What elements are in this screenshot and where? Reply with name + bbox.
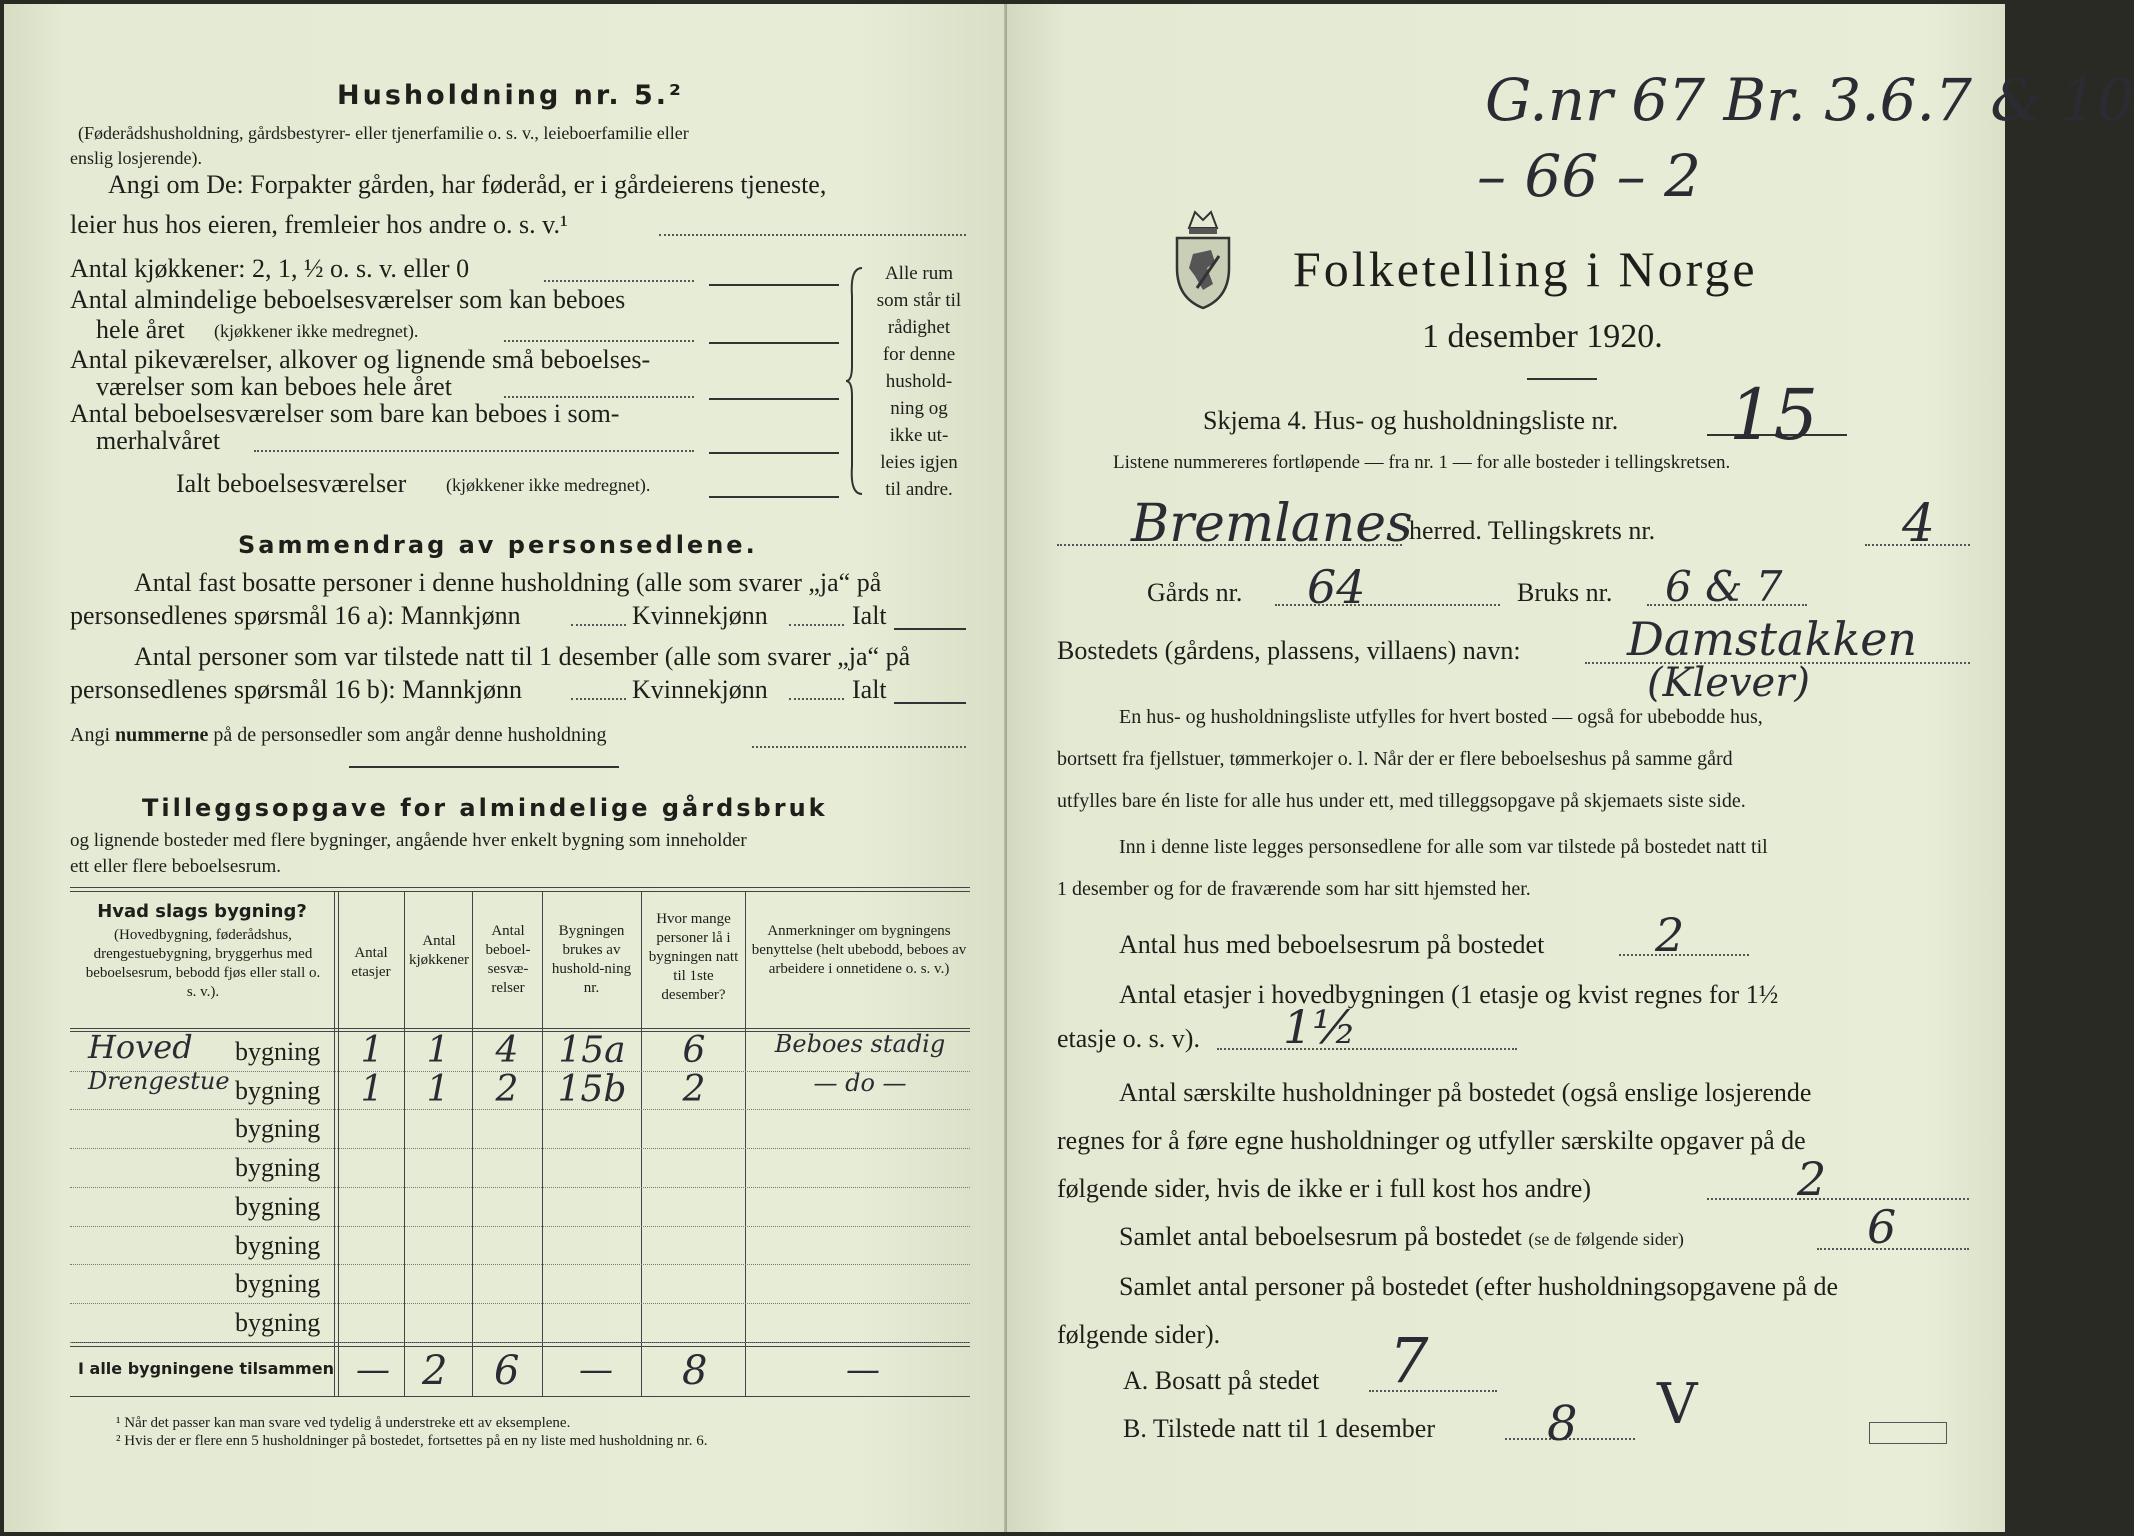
q-etasjer-line <box>1217 1048 1517 1050</box>
numbers-line <box>70 724 607 746</box>
col-head-rooms: Antal beboel-sesvæ-relser <box>485 923 531 996</box>
cell-personer[interactable]: 6 <box>682 1030 706 1071</box>
resident-male-field[interactable] <box>571 624 626 626</box>
building-row-label: bygning <box>235 1191 321 1221</box>
numbers-bold: nummerne <box>115 724 209 746</box>
total-rooms[interactable]: 6 <box>494 1348 520 1394</box>
summary-title: Sammendrag av personsedlene. <box>238 531 758 559</box>
krets-nr[interactable]: 4 <box>1902 494 1936 554</box>
instruction-3: utfylles bare én liste for alle hus under ett, med tilleggsopgave på skjemaets siste side. <box>1057 790 1746 812</box>
cell-husholdning[interactable]: 15a <box>558 1030 626 1071</box>
building-row-label: bygning <box>235 1114 321 1144</box>
total-kitchens[interactable]: 2 <box>422 1348 448 1394</box>
cell-husholdning[interactable]: 15b <box>557 1068 627 1110</box>
q-b-value[interactable]: 8 <box>1547 1396 1578 1452</box>
q-etasjer-label-2: etasje o. s. v). <box>1057 1024 1200 1053</box>
q-hush-label-3: følgende sider, hvis de ikke er i full kost hos andre) <box>1057 1174 1591 1203</box>
table-col-line <box>542 891 543 1396</box>
cell-vaerelser[interactable]: 2 <box>495 1068 519 1110</box>
q-b-label: B. Tilstede natt til 1 desember <box>1123 1414 1435 1443</box>
side-note-line: som står til <box>876 290 962 311</box>
supplement-title: Tilleggsopgave for almindelige gårdsbruk <box>142 794 828 822</box>
right-page <box>1007 4 2134 1532</box>
col-head-building: Hvad slags bygning? <box>97 901 307 922</box>
q-etasjer-label-1: Antal etasjer i hovedbygningen (1 etasje og kvist regnes for 1½ <box>1119 980 1779 1009</box>
archive-annotation-1: G.nr 67 Br. 3.6.7 & 10 <box>1485 66 2134 134</box>
building-row-label: bygning <box>235 1230 321 1260</box>
dots-kitchens <box>544 280 694 282</box>
total-rooms-note: (kjøkkener ikke medregnet). <box>446 475 651 495</box>
col-head-kitchens: Antal kjøkkener <box>409 933 469 968</box>
person-numbers-field[interactable] <box>752 746 966 748</box>
table-border <box>70 1028 970 1029</box>
numbers-angi: Angi <box>70 724 110 746</box>
intro-line-3: Angi om De: Forpakter gården, har føderåd, er i gårdeierens tjeneste, <box>108 170 827 199</box>
summer-rooms-label-a: Antal beboelsesværelser som bare kan beboes i som- <box>70 399 620 428</box>
total-household[interactable]: — <box>579 1350 613 1390</box>
coat-of-arms-icon <box>1167 206 1239 312</box>
supplement-intro-1: og lignende bosteder med flere bygninger, angående hver enkelt bygning som inneholder <box>70 830 747 851</box>
present-total-field[interactable] <box>894 702 966 704</box>
intro-line-1: (Føderådshusholdning, gårdsbestyrer- eller tjenerfamilie o. s. v., leieboerfamilie eller <box>78 123 689 143</box>
building-type-field[interactable]: Drengestue <box>88 1066 230 1095</box>
present-female-field[interactable] <box>789 698 844 700</box>
table-col-line <box>641 891 642 1396</box>
census-form-spread <box>4 4 2134 1532</box>
building-row-label: bygning <box>235 1153 321 1183</box>
maid-rooms-label-b: værelser som kan beboes hele året <box>96 372 452 401</box>
footnote-2: ² Hvis der er flere enn 5 husholdninger på bostedet, fortsettes på en ny liste med husholdning nr. 6. <box>116 1433 708 1449</box>
q-pers-label-1: Samlet antal personer på bostedet (efter husholdningsopgavene på de <box>1119 1272 1839 1301</box>
herred-label: herred. Tellingskrets nr. <box>1409 516 1656 545</box>
bruks-nr[interactable]: 6 & 7 <box>1665 562 1783 611</box>
cell-personer[interactable]: 2 <box>682 1068 706 1110</box>
female-label-b: Kvinnekjønn <box>632 675 768 704</box>
table-col-line <box>745 891 746 1396</box>
total-rooms-label: Ialt beboelsesværelser <box>176 469 407 498</box>
side-note-line: hushold- <box>885 371 953 392</box>
title-divider <box>1527 378 1597 380</box>
table-border <box>70 1396 970 1397</box>
tenure-answer-line[interactable] <box>659 234 966 236</box>
form-title: Folketelling i Norge <box>1293 241 1758 297</box>
total-row-label: I alle bygningene tilsammen <box>78 1359 334 1378</box>
instruction-1: En hus- og husholdningsliste utfylles for hvert bosted — også for ubebodde hus, <box>1119 706 1763 728</box>
q-hush-value[interactable]: 2 <box>1797 1152 1827 1206</box>
maid-rooms-label-a: Antal pikeværelser, alkover og lignende små beboelses- <box>70 345 651 374</box>
cell-vaerelser[interactable]: 4 <box>495 1030 519 1071</box>
rooms-answer-line[interactable] <box>709 342 839 344</box>
q-hush-label-2: regnes for å føre egne husholdninger og utfyller særskilte opgaver på de <box>1057 1126 1806 1155</box>
q-rum-label <box>1119 1222 1684 1254</box>
table-col-line <box>472 891 473 1396</box>
col-head-floors: Antal etasjer <box>351 945 391 980</box>
dots-rooms <box>504 340 694 342</box>
q-a-value[interactable]: 7 <box>1389 1324 1429 1397</box>
row-divider <box>70 1264 970 1265</box>
form-date: 1 desember 1920. <box>1422 318 1663 355</box>
side-note-line: rådighet <box>887 317 951 338</box>
present-male-field[interactable] <box>571 698 626 700</box>
herred-value[interactable]: Bremlanes <box>1131 494 1413 554</box>
kitchens-answer-line[interactable] <box>709 284 839 286</box>
check-mark: V <box>1657 1372 1698 1437</box>
table-col-line <box>404 891 405 1396</box>
table-border <box>70 887 970 888</box>
total-rooms-answer-line[interactable] <box>709 496 839 498</box>
col-head-building-sub: (Hovedbygning, føderådshus, drengestuebygning, bryggerhus med beboelsesrum, bebodd fjøs eller stall o. s. v.). <box>85 927 321 1000</box>
archive-annotation-2: – 66 – 2 <box>1477 142 1702 210</box>
building-row-label: bygning <box>235 1307 321 1337</box>
building-row-label: bygning <box>235 1269 321 1299</box>
instruction-4: Inn i denne liste legges personsedlene for alle som var tilstede på bostedet natt til <box>1119 836 1768 858</box>
table-col-line <box>338 891 339 1396</box>
cell-kjokken[interactable]: 1 <box>426 1068 450 1110</box>
schema-nr[interactable]: 15 <box>1729 374 1819 456</box>
q-pers-label-2: følgende sider). <box>1057 1320 1221 1349</box>
rooms-label-a: Antal almindelige beboelsesværelser som kan beboes <box>70 285 626 314</box>
summer-rooms-answer-line[interactable] <box>709 452 839 454</box>
q-hus-label: Antal hus med beboelsesrum på bostedet <box>1119 930 1545 959</box>
cell-anm[interactable]: — do — <box>813 1068 907 1097</box>
bosted-value-2[interactable]: (Klever) <box>1647 660 1810 706</box>
side-note-line: Alle rum <box>884 263 954 284</box>
row-divider <box>70 1148 970 1149</box>
intro-line-4: leier hus hos eieren, fremleier hos andre o. s. v.¹ <box>70 210 568 239</box>
col-head-household: Bygningen brukes av hushold-ning nr. <box>551 923 632 996</box>
resident-female-field[interactable] <box>789 624 844 626</box>
summer-rooms-label-b: merhalvåret <box>96 426 221 455</box>
col-head-persons: Hvor mange personer lå i bygningen natt til 1ste desember? <box>648 911 739 1003</box>
section-divider <box>349 766 619 768</box>
row-divider <box>70 1303 970 1304</box>
total-persons[interactable]: 8 <box>682 1348 708 1394</box>
left-page <box>4 4 1007 1532</box>
q-rum-label-text: Samlet antal beboelsesrum på bostedet <box>1119 1222 1522 1251</box>
side-note-line: ning og <box>890 398 948 419</box>
side-note-line: for denne <box>882 344 956 365</box>
rooms-note: (kjøkkener ikke medregnet). <box>214 321 419 341</box>
resident-total-field[interactable] <box>894 628 966 630</box>
bosted-label: Bostedets (gårdens, plassens, villaens) navn: <box>1057 636 1521 665</box>
supplement-intro-2: ett eller flere beboelsesrum. <box>70 856 282 877</box>
gards-nr[interactable]: 64 <box>1307 560 1366 614</box>
schema-note: Listene nummereres fortløpende — fra nr. 1 — for alle bosteder i tellingskretsen. <box>1113 452 1731 473</box>
side-note <box>864 260 974 503</box>
summary-line-2: personsedlenes spørsmål 16 a): Mannkjønn <box>70 601 521 630</box>
bosted-value[interactable]: Damstakken <box>1627 612 1918 666</box>
col-head-remarks: Anmerkninger om bygningens benyttelse (helt ubebodd, beboes av arbeidere i onnetidene o. s. v.) <box>751 923 967 977</box>
dots-maid <box>504 396 694 398</box>
kitchens-label: Antal kjøkkener: 2, 1, ½ o. s. v. eller 0 <box>70 254 470 283</box>
instruction-5: 1 desember og for de fraværende som har sitt hjemsted her. <box>1057 878 1531 900</box>
cell-etasjer[interactable]: 1 <box>360 1068 384 1110</box>
building-row-label: bygning <box>235 1037 321 1066</box>
q-hus-value[interactable]: 2 <box>1655 908 1685 962</box>
footnote-1: ¹ Når det passer kan man svare ved tydelig å understreke ett av eksemplene. <box>116 1415 571 1431</box>
row-divider <box>70 1187 970 1188</box>
gards-label: Gårds nr. <box>1147 578 1243 607</box>
table-border <box>70 891 970 892</box>
row-divider <box>70 1226 970 1227</box>
q-hush-label-1: Antal særskilte husholdninger på bostedet (også enslige losjerende <box>1119 1078 1812 1107</box>
printer-stamp-icon <box>1869 1422 1947 1444</box>
side-note-line: leies igjen <box>880 452 958 473</box>
bruks-label: Bruks nr. <box>1517 578 1613 607</box>
female-label-a: Kvinnekjønn <box>632 601 768 630</box>
row-divider <box>70 1342 970 1343</box>
table-col-line <box>334 891 335 1396</box>
total-remarks[interactable]: — <box>846 1350 880 1390</box>
cell-kjokken[interactable]: 1 <box>426 1030 450 1071</box>
summary-line-3: Antal personer som var tilstede natt til 1 desember (alle som svarer „ja“ på <box>134 642 911 671</box>
building-type-field[interactable]: Hoved <box>88 1028 193 1066</box>
intro-line-2: enslig losjerende). <box>70 148 202 168</box>
household-title: Husholdning nr. 5.² <box>337 80 684 111</box>
cell-anm[interactable]: Beboes stadig <box>774 1030 946 1058</box>
cell-etasjer[interactable]: 1 <box>360 1030 384 1071</box>
dots-summer <box>254 450 694 452</box>
numbers-rest: på de personsedler som angår denne husholdning <box>213 724 607 746</box>
rooms-label-b: hele året <box>96 315 185 344</box>
q-a-label: A. Bosatt på stedet <box>1123 1366 1320 1395</box>
schema-label: Skjema 4. Hus- og husholdningsliste nr. <box>1203 406 1619 435</box>
q-rum-value[interactable]: 6 <box>1867 1200 1897 1254</box>
total-floors[interactable]: — <box>356 1350 390 1390</box>
q-etasjer-value[interactable]: 1½ <box>1283 1000 1357 1054</box>
building-row-label: bygning <box>235 1075 321 1105</box>
side-note-line: til andre. <box>885 479 953 500</box>
side-note-line: ikke ut- <box>889 425 949 446</box>
maid-rooms-answer-line[interactable] <box>709 398 839 400</box>
total-label-a: Ialt <box>852 601 887 630</box>
instruction-2: bortsett fra fjellstuer, tømmerkojer o. l. Når der er flere beboelseshus på samme gård <box>1057 748 1733 770</box>
table-border <box>70 1346 970 1347</box>
summary-line-1: Antal fast bosatte personer i denne husholdning (alle som svarer „ja“ på <box>134 568 882 597</box>
q-hush-line <box>1707 1198 1969 1200</box>
q-rum-note: (se de følgende sider) <box>1528 1229 1684 1249</box>
total-label-b: Ialt <box>852 675 887 704</box>
summary-line-4: personsedlenes spørsmål 16 b): Mannkjønn <box>70 675 523 704</box>
